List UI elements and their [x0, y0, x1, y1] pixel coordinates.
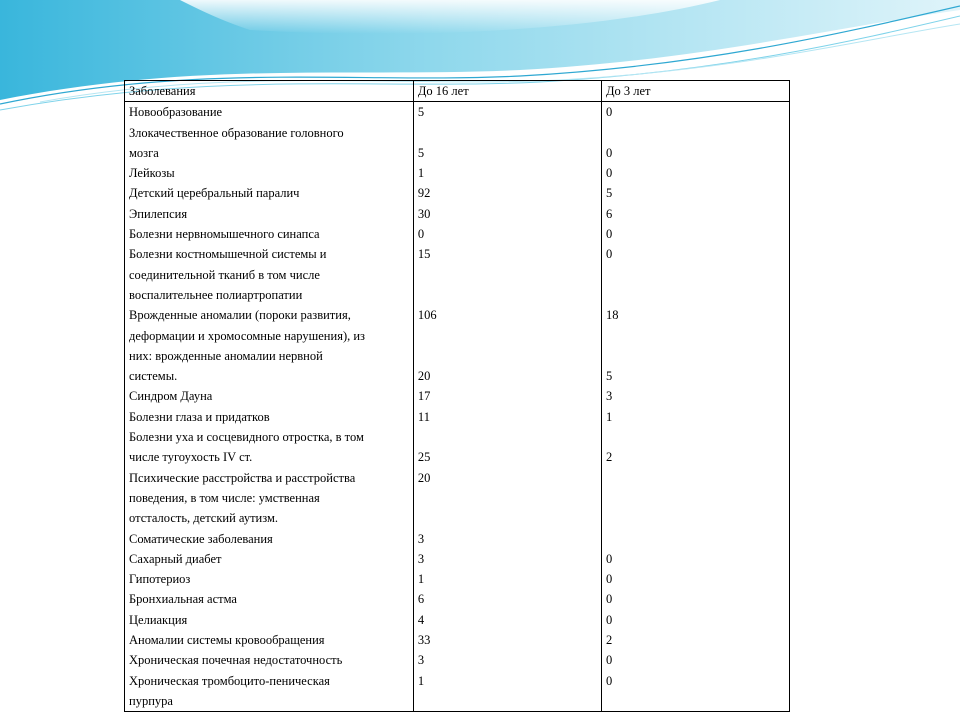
under-16-value: [418, 691, 597, 711]
under-16-value: 3: [417, 551, 425, 566]
under-16-value: 3: [417, 531, 425, 546]
under-16-value: [418, 508, 597, 528]
disease-line: них: врожденные аномалии нервной: [129, 348, 323, 363]
under-3-value: 0: [605, 166, 613, 181]
under-16-value: [418, 488, 597, 508]
disease-line: Эпилепсия: [129, 206, 188, 221]
under-3-value: [606, 285, 785, 305]
under-3-value: 0: [605, 592, 613, 607]
disease-line: Синдром Дауна: [129, 389, 213, 404]
disease-line: поведения, в том числе: умственная: [129, 490, 320, 505]
under-16-value: 4: [417, 612, 425, 627]
under-16-value: [418, 285, 597, 305]
under-3-value: 0: [605, 227, 613, 242]
under-3-column: [601, 102, 789, 712]
under-16-value: [418, 123, 597, 143]
disease-line: Врожденные аномалии (пороки развития,: [129, 308, 351, 323]
table-body-row: [125, 102, 790, 712]
disease-line: Сахарный диабет: [129, 551, 222, 566]
under-16-value: 30: [417, 206, 431, 221]
disease-line: Болезни глаза и придатков: [129, 409, 270, 424]
under-3-value: [606, 123, 785, 143]
under-3-value: [606, 508, 785, 528]
disease-line: Целиакция: [129, 612, 188, 627]
under-16-value: 20: [417, 470, 431, 485]
under-3-value: 5: [605, 369, 613, 384]
disease-line: Болезни уха и сосцевидного отростка, в том: [129, 430, 364, 445]
under-16-value: [418, 326, 597, 346]
disease-line: числе тугоухость IV ст.: [129, 450, 253, 465]
disease-line: Хроническая тромбоцито-пеническая: [129, 673, 330, 688]
disease-line: мозга: [129, 145, 159, 160]
under-3-value: [606, 529, 785, 549]
disease-line: Лейкозы: [129, 166, 175, 181]
under-3-value: [606, 265, 785, 285]
under-16-column: [413, 102, 601, 712]
header-under-3: До 3 лет: [601, 81, 789, 102]
disease-line: Психические расстройства и расстройства: [129, 470, 356, 485]
under-16-value: [418, 346, 597, 366]
under-3-value: 0: [605, 673, 613, 688]
under-3-value: 0: [605, 105, 613, 120]
under-3-value: [606, 691, 785, 711]
under-16-value: 1: [417, 572, 425, 587]
under-16-value: 3: [417, 653, 425, 668]
disease-line: Бронхиальная астма: [129, 592, 237, 607]
header-diseases: Заболевания: [125, 81, 414, 102]
under-16-value: 17: [417, 389, 431, 404]
disease-line: пурпура: [129, 693, 173, 708]
under-3-value: 0: [605, 612, 613, 627]
under-16-value: 6: [417, 592, 425, 607]
header-under-16: До 16 лет: [413, 81, 601, 102]
disease-line: Болезни нервномышечного синапса: [129, 227, 320, 242]
under-16-value: [418, 427, 597, 447]
diseases-table: [124, 80, 790, 712]
under-3-value: 2: [605, 633, 613, 648]
under-3-value: 2: [605, 450, 613, 465]
under-16-value: 33: [417, 633, 431, 648]
disease-line: Гипотериоз: [129, 572, 191, 587]
under-16-value: 1: [417, 166, 425, 181]
under-3-value: 0: [605, 145, 613, 160]
under-16-value: 11: [417, 409, 430, 424]
under-16-value: 15: [417, 247, 431, 262]
disease-line: Соматические заболевания: [129, 531, 273, 546]
under-3-value: 0: [605, 551, 613, 566]
under-3-value: [606, 326, 785, 346]
under-16-value: 5: [417, 105, 425, 120]
disease-line: Болезни костномышечной системы и: [129, 247, 327, 262]
under-16-value: [418, 265, 597, 285]
disease-line: отсталость, детский аутизм.: [129, 511, 279, 526]
disease-line: Детский церебральный паралич: [129, 186, 300, 201]
disease-line: соединительной тканиб в том числе: [129, 267, 320, 282]
under-3-value: [606, 488, 785, 508]
disease-line: воспалительнее полиартропатии: [129, 287, 303, 302]
disease-line: Новообразование: [129, 105, 223, 120]
under-3-value: [606, 468, 785, 488]
under-16-value: 5: [417, 145, 425, 160]
under-3-value: 1: [605, 409, 613, 424]
under-16-value: 92: [417, 186, 431, 201]
disease-line: Аномалии системы кровообращения: [129, 633, 325, 648]
under-16-value: 1: [417, 673, 425, 688]
under-3-value: 0: [605, 653, 613, 668]
under-3-value: [606, 427, 785, 447]
under-3-value: 6: [605, 206, 613, 221]
under-16-value: 20: [417, 369, 431, 384]
under-3-value: 5: [605, 186, 613, 201]
under-16-value: 106: [417, 308, 437, 323]
under-3-value: [606, 346, 785, 366]
under-3-value: 0: [605, 247, 613, 262]
under-3-value: 3: [605, 389, 613, 404]
disease-line: системы.: [129, 369, 178, 384]
disease-line: Злокачественное образование головного: [129, 125, 344, 140]
disease-line: деформации и хромосомные нарушения), из: [129, 328, 365, 343]
under-3-value: 0: [605, 572, 613, 587]
table-header-row: [125, 81, 790, 102]
disease-line: Хроническая почечная недостаточность: [129, 653, 343, 668]
under-16-value: 25: [417, 450, 431, 465]
under-16-value: 0: [417, 227, 425, 242]
under-3-value: 18: [605, 308, 619, 323]
disease-column: [125, 102, 414, 712]
